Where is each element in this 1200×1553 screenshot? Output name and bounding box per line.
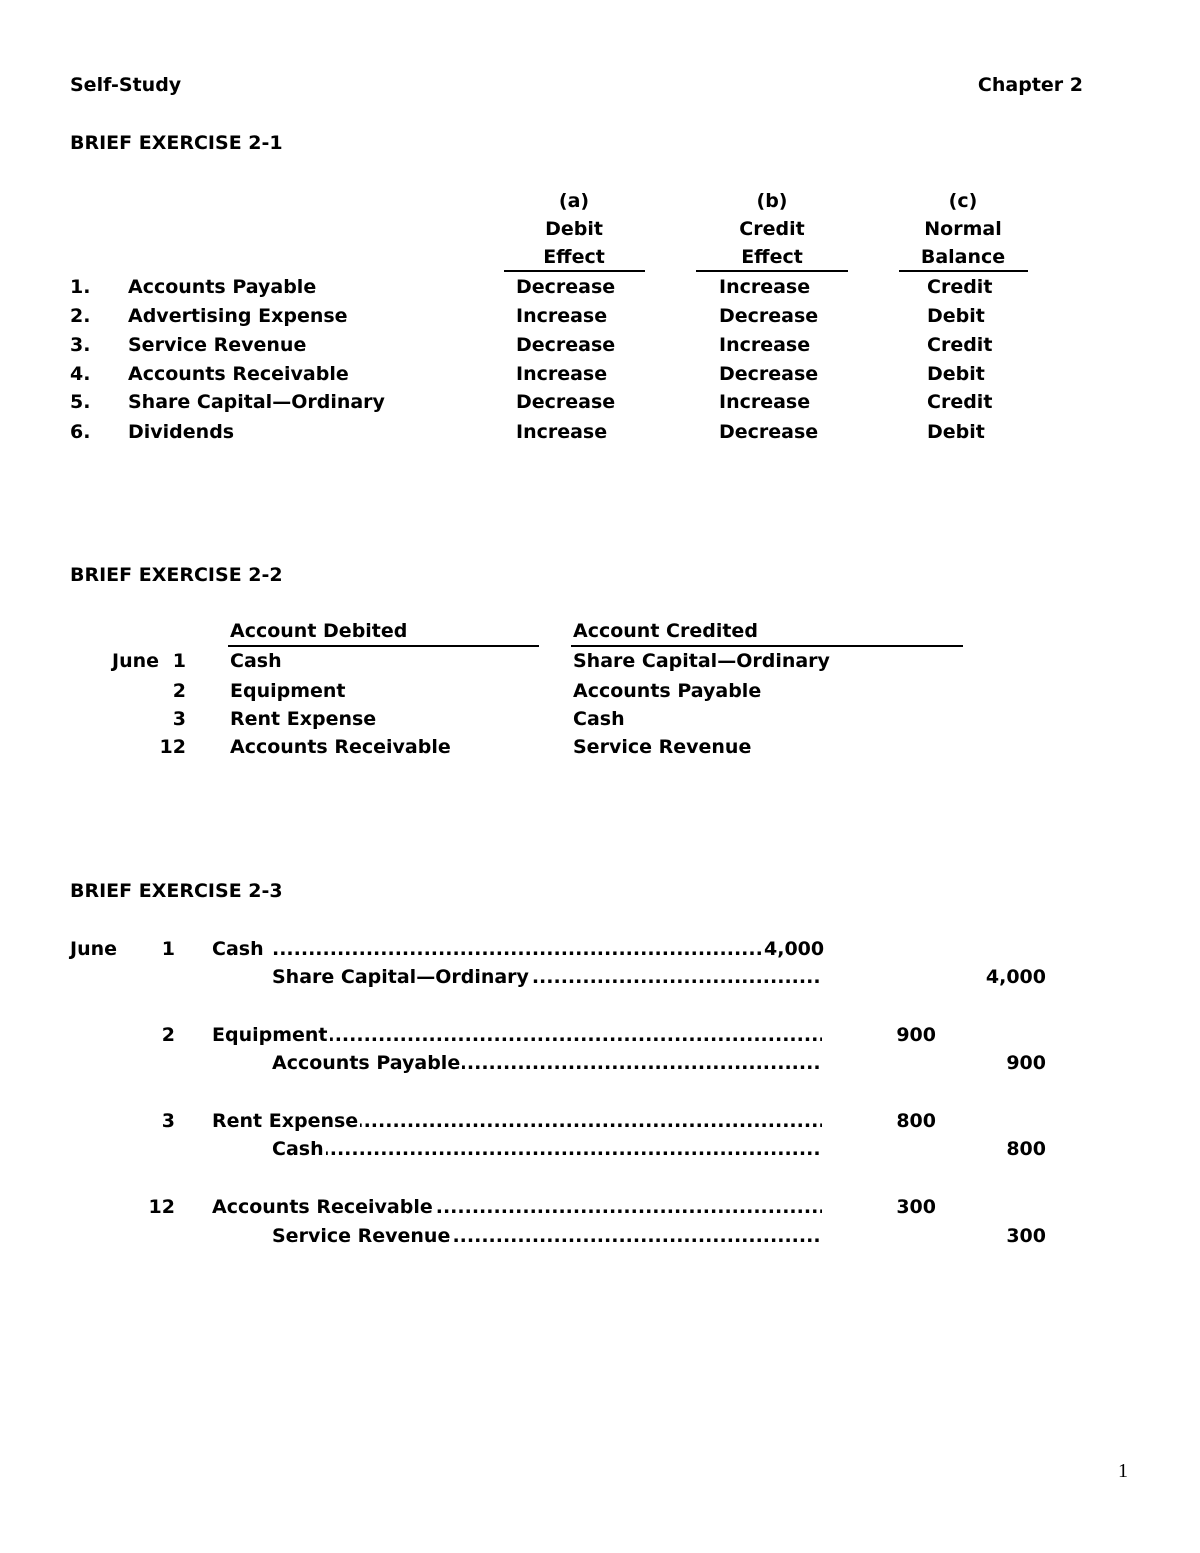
row-number: 2. xyxy=(70,305,91,327)
col-c-line2: Balance xyxy=(920,246,1006,268)
col-c-label: (c) xyxy=(948,190,978,212)
col-b-rule xyxy=(696,270,848,272)
account-credited: Service Revenue xyxy=(573,736,752,758)
normal-balance: Credit xyxy=(927,391,993,413)
month-label: June xyxy=(70,938,118,960)
debit-effect: Decrease xyxy=(516,334,616,356)
credit-effect: Decrease xyxy=(719,305,819,327)
normal-balance: Debit xyxy=(927,363,985,385)
col-credited-rule xyxy=(571,645,963,647)
account-name: Dividends xyxy=(128,421,235,443)
account-debited: Rent Expense xyxy=(230,708,377,730)
day: 1 xyxy=(172,650,186,672)
be2-title: BRIEF EXERCISE 2-2 xyxy=(70,564,283,586)
leader-dots xyxy=(272,938,764,960)
debit-account: Equipment xyxy=(212,1024,328,1046)
row-number: 6. xyxy=(70,421,91,443)
debit-amount: 4,000 xyxy=(764,938,825,960)
credit-effect: Increase xyxy=(719,276,811,298)
account-credited: Accounts Payable xyxy=(573,680,762,702)
be1-title: BRIEF EXERCISE 2-1 xyxy=(70,132,283,154)
credit-effect: Decrease xyxy=(719,421,819,443)
day: 12 xyxy=(148,1196,175,1218)
col-a-line2: Effect xyxy=(543,246,605,268)
col-c-line1: Normal xyxy=(924,218,1002,240)
debit-account: Rent Expense xyxy=(212,1110,359,1132)
debit-amount: 800 xyxy=(896,1110,936,1132)
credit-account: Accounts Payable xyxy=(272,1052,461,1074)
col-debited-rule xyxy=(228,645,539,647)
account-name: Accounts Receivable xyxy=(128,363,349,385)
debit-effect: Increase xyxy=(516,363,608,385)
normal-balance: Debit xyxy=(927,305,985,327)
col-account-debited: Account Debited xyxy=(230,620,408,642)
row-number: 4. xyxy=(70,363,91,385)
leader-dots xyxy=(272,1138,822,1160)
debit-effect: Increase xyxy=(516,421,608,443)
credit-account: Share Capital—Ordinary xyxy=(272,966,529,988)
day: 2 xyxy=(172,680,186,702)
debit-account: Accounts Receivable xyxy=(212,1196,433,1218)
normal-balance: Credit xyxy=(927,334,993,356)
month-label: June xyxy=(112,650,160,672)
debit-amount: 300 xyxy=(896,1196,936,1218)
account-credited: Cash xyxy=(573,708,625,730)
credit-amount: 300 xyxy=(1006,1225,1046,1247)
day: 3 xyxy=(172,708,186,730)
normal-balance: Debit xyxy=(927,421,985,443)
credit-amount: 900 xyxy=(1006,1052,1046,1074)
credit-account: Cash xyxy=(272,1138,324,1160)
col-account-credited: Account Credited xyxy=(573,620,758,642)
credit-amount: 800 xyxy=(1006,1138,1046,1160)
day: 12 xyxy=(159,736,186,758)
be3-title: BRIEF EXERCISE 2-3 xyxy=(70,880,283,902)
day: 3 xyxy=(161,1110,175,1132)
debit-account: Cash xyxy=(212,938,270,960)
col-b-line2: Effect xyxy=(741,246,803,268)
credit-effect: Decrease xyxy=(719,363,819,385)
header-right: Chapter 2 xyxy=(977,74,1083,96)
header-left: Self-Study xyxy=(70,74,182,96)
debit-effect: Increase xyxy=(516,305,608,327)
col-b-line1: Credit xyxy=(739,218,805,240)
account-debited: Cash xyxy=(230,650,282,672)
col-b-label: (b) xyxy=(756,190,788,212)
credit-effect: Increase xyxy=(719,391,811,413)
account-name: Advertising Expense xyxy=(128,305,348,327)
account-debited: Accounts Receivable xyxy=(230,736,451,758)
account-name: Service Revenue xyxy=(128,334,307,356)
debit-effect: Decrease xyxy=(516,391,616,413)
account-name: Share Capital—Ordinary xyxy=(128,391,385,413)
credit-effect: Increase xyxy=(719,334,811,356)
row-number: 5. xyxy=(70,391,91,413)
page-number: 1 xyxy=(1118,1460,1128,1482)
row-number: 1. xyxy=(70,276,91,298)
normal-balance: Credit xyxy=(927,276,993,298)
col-a-rule xyxy=(504,270,645,272)
account-credited: Share Capital—Ordinary xyxy=(573,650,830,672)
account-debited: Equipment xyxy=(230,680,346,702)
row-number: 3. xyxy=(70,334,91,356)
day: 2 xyxy=(161,1024,175,1046)
credit-amount: 4,000 xyxy=(985,966,1046,988)
debit-effect: Decrease xyxy=(516,276,616,298)
account-name: Accounts Payable xyxy=(128,276,317,298)
credit-account: Service Revenue xyxy=(272,1225,451,1247)
col-a-line1: Debit xyxy=(545,218,603,240)
day: 1 xyxy=(161,938,175,960)
col-a-label: (a) xyxy=(558,190,590,212)
col-c-rule xyxy=(899,270,1028,272)
debit-amount: 900 xyxy=(896,1024,936,1046)
